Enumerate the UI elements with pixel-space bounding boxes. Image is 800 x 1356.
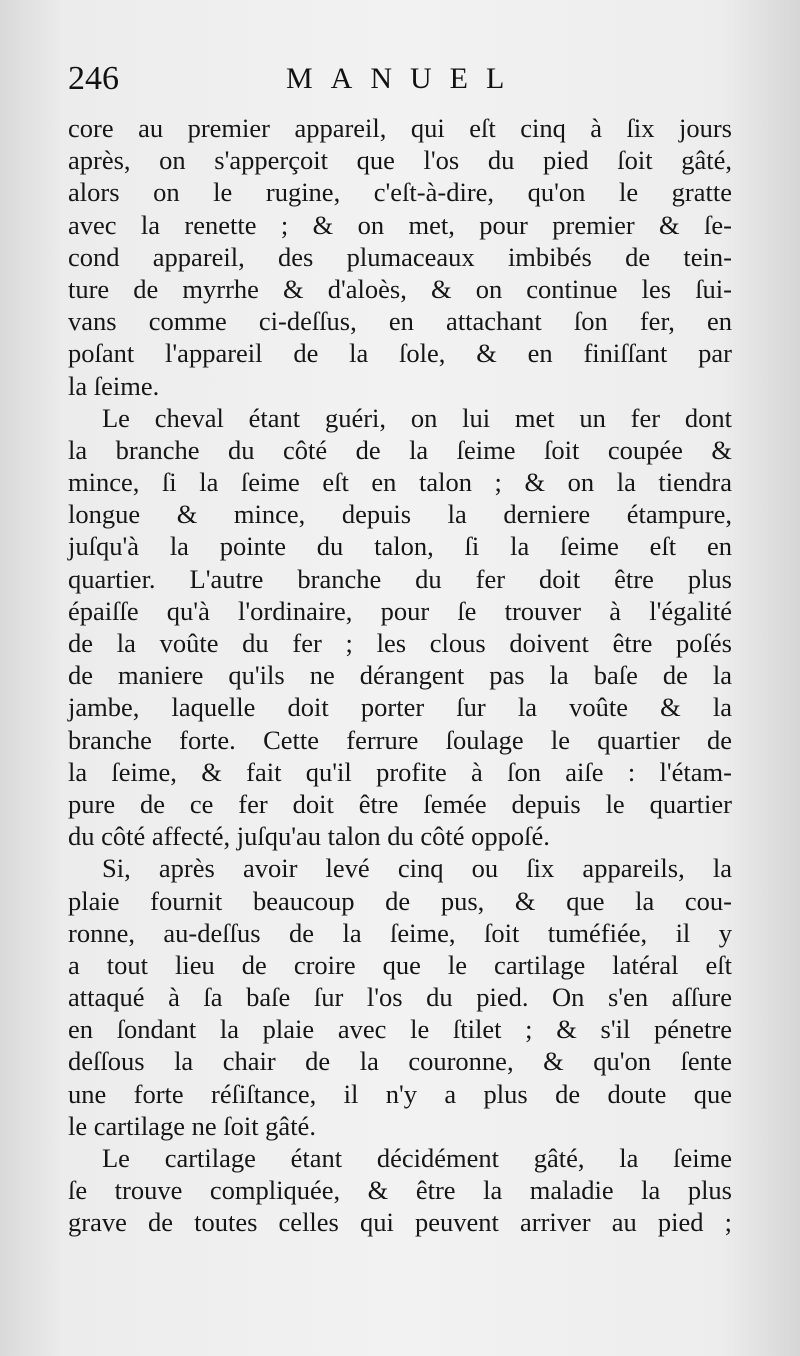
text-line: juſqu'à la pointe du talon, ſi la ſeime eſt en	[68, 531, 732, 562]
text-line: jambe, laquelle doit porter ſur la voûte & la	[68, 692, 732, 723]
text-line: grave de toutes celles qui peuvent arriver au pied ;	[68, 1207, 732, 1238]
text-line: plaie fournit beaucoup de pus, & que la cou-	[68, 885, 732, 916]
text-line: attaqué à ſa baſe ſur l'os du pied. On s'en aſſure	[68, 982, 732, 1013]
text-line: Le cheval étant guéri, on lui met un fer dont	[102, 402, 732, 433]
text-line: du côté affecté, juſqu'au talon du côté oppoſé.	[68, 821, 550, 852]
text-line: alors on le rugine, c'eſt-à-dire, qu'on le gratte	[68, 177, 732, 208]
text-line: vans comme ci-deſſus, en attachant ſon fer, en	[68, 306, 732, 337]
text-line: une forte réſiſtance, il n'y a plus de doute que	[68, 1078, 732, 1109]
text-line: Si, après avoir levé cinq ou ſix appareils, la	[102, 853, 732, 884]
text-line: ſe trouve compliquée, & être la maladie la plus	[68, 1175, 732, 1206]
text-line: la ſeime.	[68, 370, 160, 401]
text-line: en ſondant la plaie avec le ſtilet ; & s'il pénetre	[68, 1014, 732, 1045]
text-line: longue & mince, depuis la derniere étampure,	[68, 499, 732, 530]
text-line: le cartilage ne ſoit gâté.	[68, 1110, 316, 1141]
text-line: a tout lieu de croire que le cartilage latéral eſt	[68, 949, 732, 980]
text-line: la branche du côté de la ſeime ſoit coupée &	[68, 434, 732, 465]
text-line: poſant l'appareil de la ſole, & en finiſſant par	[68, 338, 732, 369]
text-line: de maniere qu'ils ne dérangent pas la baſe de la	[68, 660, 732, 691]
text-line: après, on s'apperçoit que l'os du pied ſoit gâté,	[68, 145, 732, 176]
page-number: 246	[68, 60, 119, 97]
text-line: la ſeime, & fait qu'il profite à ſon aiſe : l'étam-	[68, 756, 732, 787]
text-line: mince, ſi la ſeime eſt en talon ; & on la tiendra	[68, 467, 732, 498]
text-line: core au premier appareil, qui eſt cinq à ſix jours	[68, 113, 732, 143]
text-line: avec la renette ; & on met, pour premier & ſe-	[68, 209, 732, 240]
body-text	[68, 112, 732, 1239]
text-line: pure de ce fer doit être ſemée depuis le quartier	[68, 788, 732, 819]
text-line: ture de myrrhe & d'aloès, & on continue les ſui-	[68, 273, 732, 304]
text-line: quartier. L'autre branche du fer doit être plus	[68, 563, 732, 594]
text-line: épaiſſe qu'à l'ordinaire, pour ſe trouver à l'égalité	[68, 595, 732, 626]
paragraph-1	[68, 112, 732, 402]
page-bottom-margin	[0, 1240, 800, 1356]
paragraph-4	[68, 1142, 732, 1239]
page-header	[68, 60, 748, 110]
text-line: deſſous la chair de la couronne, & qu'on ſente	[68, 1046, 732, 1077]
text-line: cond appareil, des plumaceaux imbibés de tein-	[68, 241, 732, 272]
text-line: Le cartilage étant décidément gâté, la ſeime	[102, 1143, 732, 1173]
text-line: de la voûte du fer ; les clous doivent être poſés	[68, 628, 732, 658]
paragraph-2	[68, 402, 732, 853]
text-line: branche forte. Cette ferrure ſoulage le quartier de	[68, 724, 732, 755]
running-head: MANUEL	[286, 62, 523, 95]
paragraph-3	[68, 852, 732, 1142]
text-line: ronne, au-deſſus de la ſeime, ſoit tuméfiée, il y	[68, 917, 732, 948]
